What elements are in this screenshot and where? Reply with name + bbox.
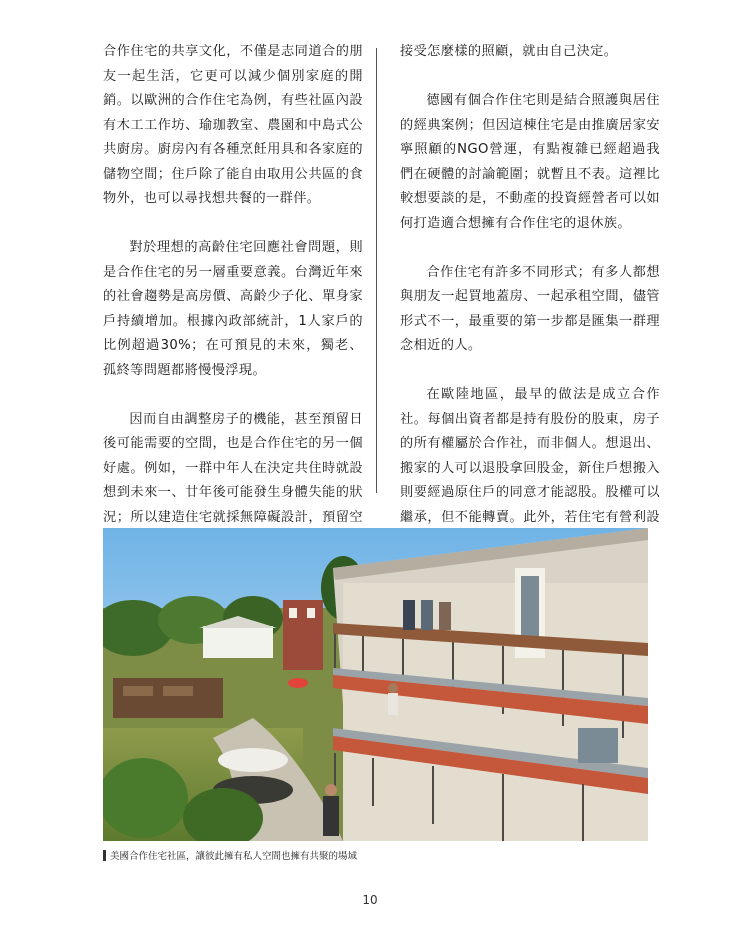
page-number: 10 bbox=[362, 893, 378, 907]
paragraph: 合作住宅有許多不同形式；有多人都想與朋友一起買地蓋房、一起承租空間，儘管形式不一，最重要的第一步都是匯集一群理念相近的人。 bbox=[400, 264, 660, 353]
paragraph: 在歐陸地區，最早的做法是成立合作社。每個出資者都是持有股份的股東，房子的所有權屬於合作社，而非個人。想退出、搬家的人可以退股拿回股金，新住戶想搬入則要經過原住戶的同意才能認股。股權可以繼承，但不能轉賣。此外，若住宅有營利設 bbox=[400, 387, 660, 525]
right-text-column bbox=[400, 40, 660, 579]
paragraph: 接受怎麼樣的照顧，就由自己決定。 bbox=[400, 44, 618, 59]
photo-caption bbox=[103, 848, 357, 862]
paragraph: 德國有個合作住宅則是結合照護與居住的經典案例；但因這棟住宅是由推廣居家安寧照顧的NGO營運，有點複雜已經超過我們在硬體的討論範圍；就暫且不表。這裡比較想要談的是，不動產的投資經營者可以如何打造適合想擁有合作住宅的退休族。 bbox=[400, 93, 660, 231]
column-divider bbox=[376, 48, 377, 493]
paragraph: 因而自由調整房子的機能，甚至預留日後可能需要的空間，也是合作住宅的另一個好處。例如，一群中年人在決定共住時就設想到未來一、廿年後可能發生身體失能的狀況；所以建造住宅就採無障礙設計，預留空 bbox=[103, 411, 363, 525]
caption-marker bbox=[103, 850, 106, 861]
paragraph: 合作住宅的共享文化，不僅是志同道合的朋友一起生活，它更可以減少個別家庭的開銷。以歐洲的合作住宅為例，有些社區內設有木工工作坊、瑜珈教室、農園和中島式公共廚房。廚房內有各種烹飪用具和各家庭的儲物空間；住戶除了能自由取用公共區的食物外，也可以尋找想共餐的一群伴。 bbox=[103, 44, 363, 206]
caption-text: 美國合作住宅社區，讓彼此擁有私人空間也擁有共聚的場域 bbox=[110, 851, 358, 862]
cohousing-photo bbox=[103, 528, 648, 841]
left-text-column bbox=[103, 40, 363, 579]
paragraph: 對於理想的高齡住宅回應社會問題，則是合作住宅的另一層重要意義。台灣近年來的社會趨勢是高房價、高齡少子化、單身家戶持續增加。根據內政部統計，1人家戶的比例超過30%；在可預見的未來，獨老、孤終等問題都將慢慢浮現。 bbox=[103, 240, 363, 378]
